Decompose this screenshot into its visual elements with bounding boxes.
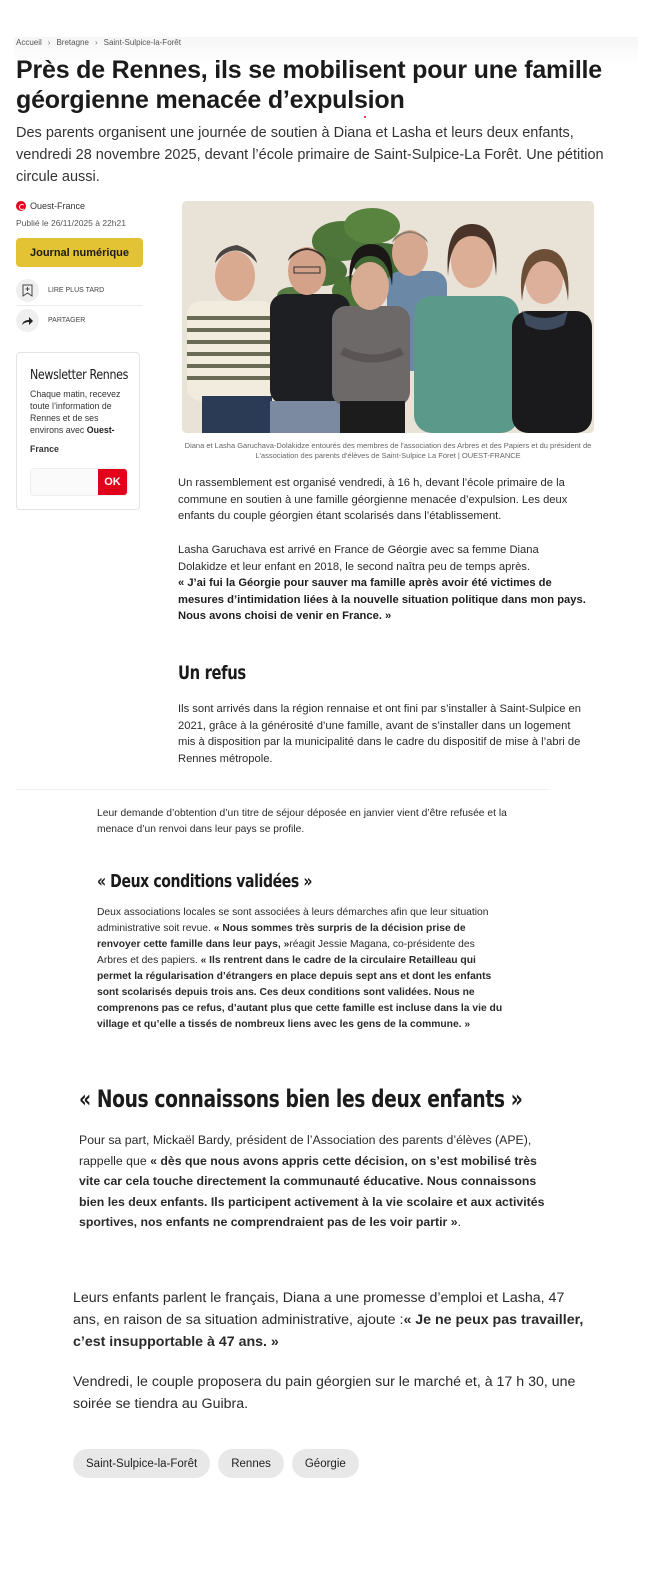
article-lead: Des parents organisent une journée de soutien à Diana et Lasha et leurs deux enfants, vendredi 28 novembre 2025, devant l’école primaire de Saint-Sulpice-La Forêt. Une pétition circule aussi. bbox=[16, 125, 604, 185]
quote-magana-1: « Nous sommes très surpris de la décision prise de renvoyer cette famille dans leur pays, » bbox=[97, 923, 466, 950]
bookmark-add-icon bbox=[16, 279, 39, 302]
source bbox=[16, 201, 85, 211]
chevron-right-icon: › bbox=[47, 38, 51, 47]
paragraph-5-intro: Deux associations locales se sont associées à leurs démarches afin que leur situation administrative soit revue. bbox=[97, 907, 489, 934]
paragraph-7-intro: Leurs enfants parlent le français, Diana a une promesse d’emploi et Lasha, 47 ans, en raison de sa situation administrative, ajoute : bbox=[73, 1290, 565, 1328]
paragraph-4: Leur demande d’obtention d’un titre de séjour déposée en janvier vient d’être refusée et la menace d’un renvoi dans leur pays se profile. bbox=[97, 808, 507, 835]
read-later-button[interactable] bbox=[16, 279, 104, 302]
breadcrumb bbox=[16, 38, 181, 47]
newsletter-brand: Ouest- bbox=[86, 425, 115, 435]
photo-caption: Diana et Lasha Garuchava-Dolakidze entourés des membres de l'association des Arbres et des Papiers et du président de L'association des parents d'élèves de Saint-Sulpice La Foret | OUEST-FRANCE bbox=[184, 441, 592, 460]
tag-rennes[interactable]: Rennes bbox=[218, 1449, 284, 1478]
paragraph-3: Ils sont arrivés dans la région rennaise et ont fini par s’installer à Saint-Sulpice en 2021, grâce à la générosité d’une famille, avant de s’installer dans un logement mis à disposition par la municipalité dans le cadre du dispositif de mise à l’abri de Rennes métropole. bbox=[178, 703, 581, 765]
share-button[interactable] bbox=[16, 309, 85, 332]
newsletter-box bbox=[16, 352, 140, 510]
ouest-france-logo-icon bbox=[16, 201, 26, 211]
paragraph-5-attribution: réagit Jessie Magana, co-présidente des Arbres et des papiers. bbox=[97, 939, 475, 966]
tag-georgie[interactable]: Géorgie bbox=[292, 1449, 359, 1478]
tag-list bbox=[73, 1449, 359, 1478]
quote-magana-2: « Ils rentrent dans le cadre de la circulaire Retailleau qui permet la régularisation d’étrangers en place depuis sept ans et dont les enfants sont scolarisés depuis trois ans. Ces deux conditions sont validées. Nous ne comprenons pas ce refus, d’autant plus que cette famille est incluse dans la vie du village et qu’elle a tissés de nombreux liens avec les gens de la commune. » bbox=[97, 955, 503, 1030]
paragraph-6 bbox=[79, 1130, 549, 1233]
paragraph-7 bbox=[73, 1287, 593, 1353]
newsletter-email-input[interactable] bbox=[31, 469, 98, 495]
newsletter-brand-continued: France bbox=[30, 444, 59, 454]
newsletter-form bbox=[30, 468, 128, 496]
paragraph-8: Vendredi, le couple proposera du pain géorgien sur le marché et, à 17 h 30, une soirée se tiendra au Guibra. bbox=[73, 1374, 576, 1412]
paragraph-5 bbox=[97, 905, 507, 1033]
newsletter-text: Chaque matin, recevez toute l’information de Rennes et de ses environs avec bbox=[30, 389, 121, 435]
paragraph-6-end: . bbox=[457, 1215, 462, 1229]
quote-bardy: « dès que nous avons appris cette décision, on s’est mobilisé très vite car cela touche directement la communauté éducative. Nous connaissons bien les deux enfants. Ils participent activement à la vie scolaire et aux activités sportives, nos enfants ne comprendraient pas de les voir partir » bbox=[79, 1153, 545, 1229]
published-date: Publié le 26/11/2025 à 22h21 bbox=[16, 218, 126, 228]
cursor-dot bbox=[364, 116, 366, 118]
section-divider bbox=[16, 789, 550, 790]
newsletter-title: Newsletter Rennes bbox=[30, 368, 129, 383]
divider bbox=[16, 305, 143, 306]
breadcrumb-saint-sulpice[interactable]: Saint-Sulpice-la-Forêt bbox=[103, 38, 181, 47]
share-label: PARTAGER bbox=[48, 317, 86, 324]
read-later-label: LIRE PLUS TARD bbox=[48, 287, 105, 294]
paragraph-2-text: Lasha Garuchava est arrivé en France de Géorgie avec sa femme Diana Dolakidze et leur enfant en 2018, le second naîtra peu de temps après. bbox=[178, 544, 539, 573]
heading-deux-conditions: « Deux conditions validées » bbox=[97, 871, 313, 892]
paragraph-6-intro: Pour sa part, Mickaël Bardy, président de l’Association des parents d’élèves (APE), rappelle que bbox=[79, 1133, 532, 1168]
chevron-right-icon: › bbox=[94, 38, 98, 47]
paragraph-2 bbox=[178, 542, 588, 625]
heading-nous-connaissons: « Nous connaissons bien les deux enfants » bbox=[79, 1085, 523, 1113]
breadcrumb-bretagne[interactable]: Bretagne bbox=[56, 38, 89, 47]
group-photo-illustration bbox=[182, 201, 594, 433]
breadcrumb-accueil[interactable]: Accueil bbox=[16, 38, 42, 47]
newsletter-description bbox=[30, 388, 134, 436]
tag-saint-sulpice[interactable]: Saint-Sulpice-la-Forêt bbox=[73, 1449, 210, 1478]
article-title: Près de Rennes, ils se mobilisent pour une famille géorgienne menacée d’expulsion bbox=[16, 56, 603, 114]
journal-numerique-button[interactable]: Journal numérique bbox=[16, 238, 143, 267]
heading-un-refus: Un refus bbox=[178, 662, 246, 684]
newsletter-ok-button[interactable]: OK bbox=[98, 469, 127, 495]
share-arrow-icon bbox=[16, 309, 39, 332]
article-photo[interactable] bbox=[182, 201, 594, 433]
paragraph-1: Un rassemblement est organisé vendredi, à 16 h, devant l’école primaire de la commune en soutien à une famille géorgienne menacée d’expulsion. Les deux enfants du couple géorgien étant scolarisés dans l’établissement. bbox=[178, 477, 568, 522]
quote-lasha: « J’ai fui la Géorgie pour sauver ma famille après avoir été victimes de mesures d’intimidation liées à la nouvelle situation politique dans mon pays. Nous avons choisi de venir en France. » bbox=[178, 577, 586, 622]
source-name: Ouest-France bbox=[30, 201, 86, 211]
quote-lasha-work: « Je ne peux pas travailler, c’est insupportable à 47 ans. » bbox=[73, 1312, 584, 1350]
